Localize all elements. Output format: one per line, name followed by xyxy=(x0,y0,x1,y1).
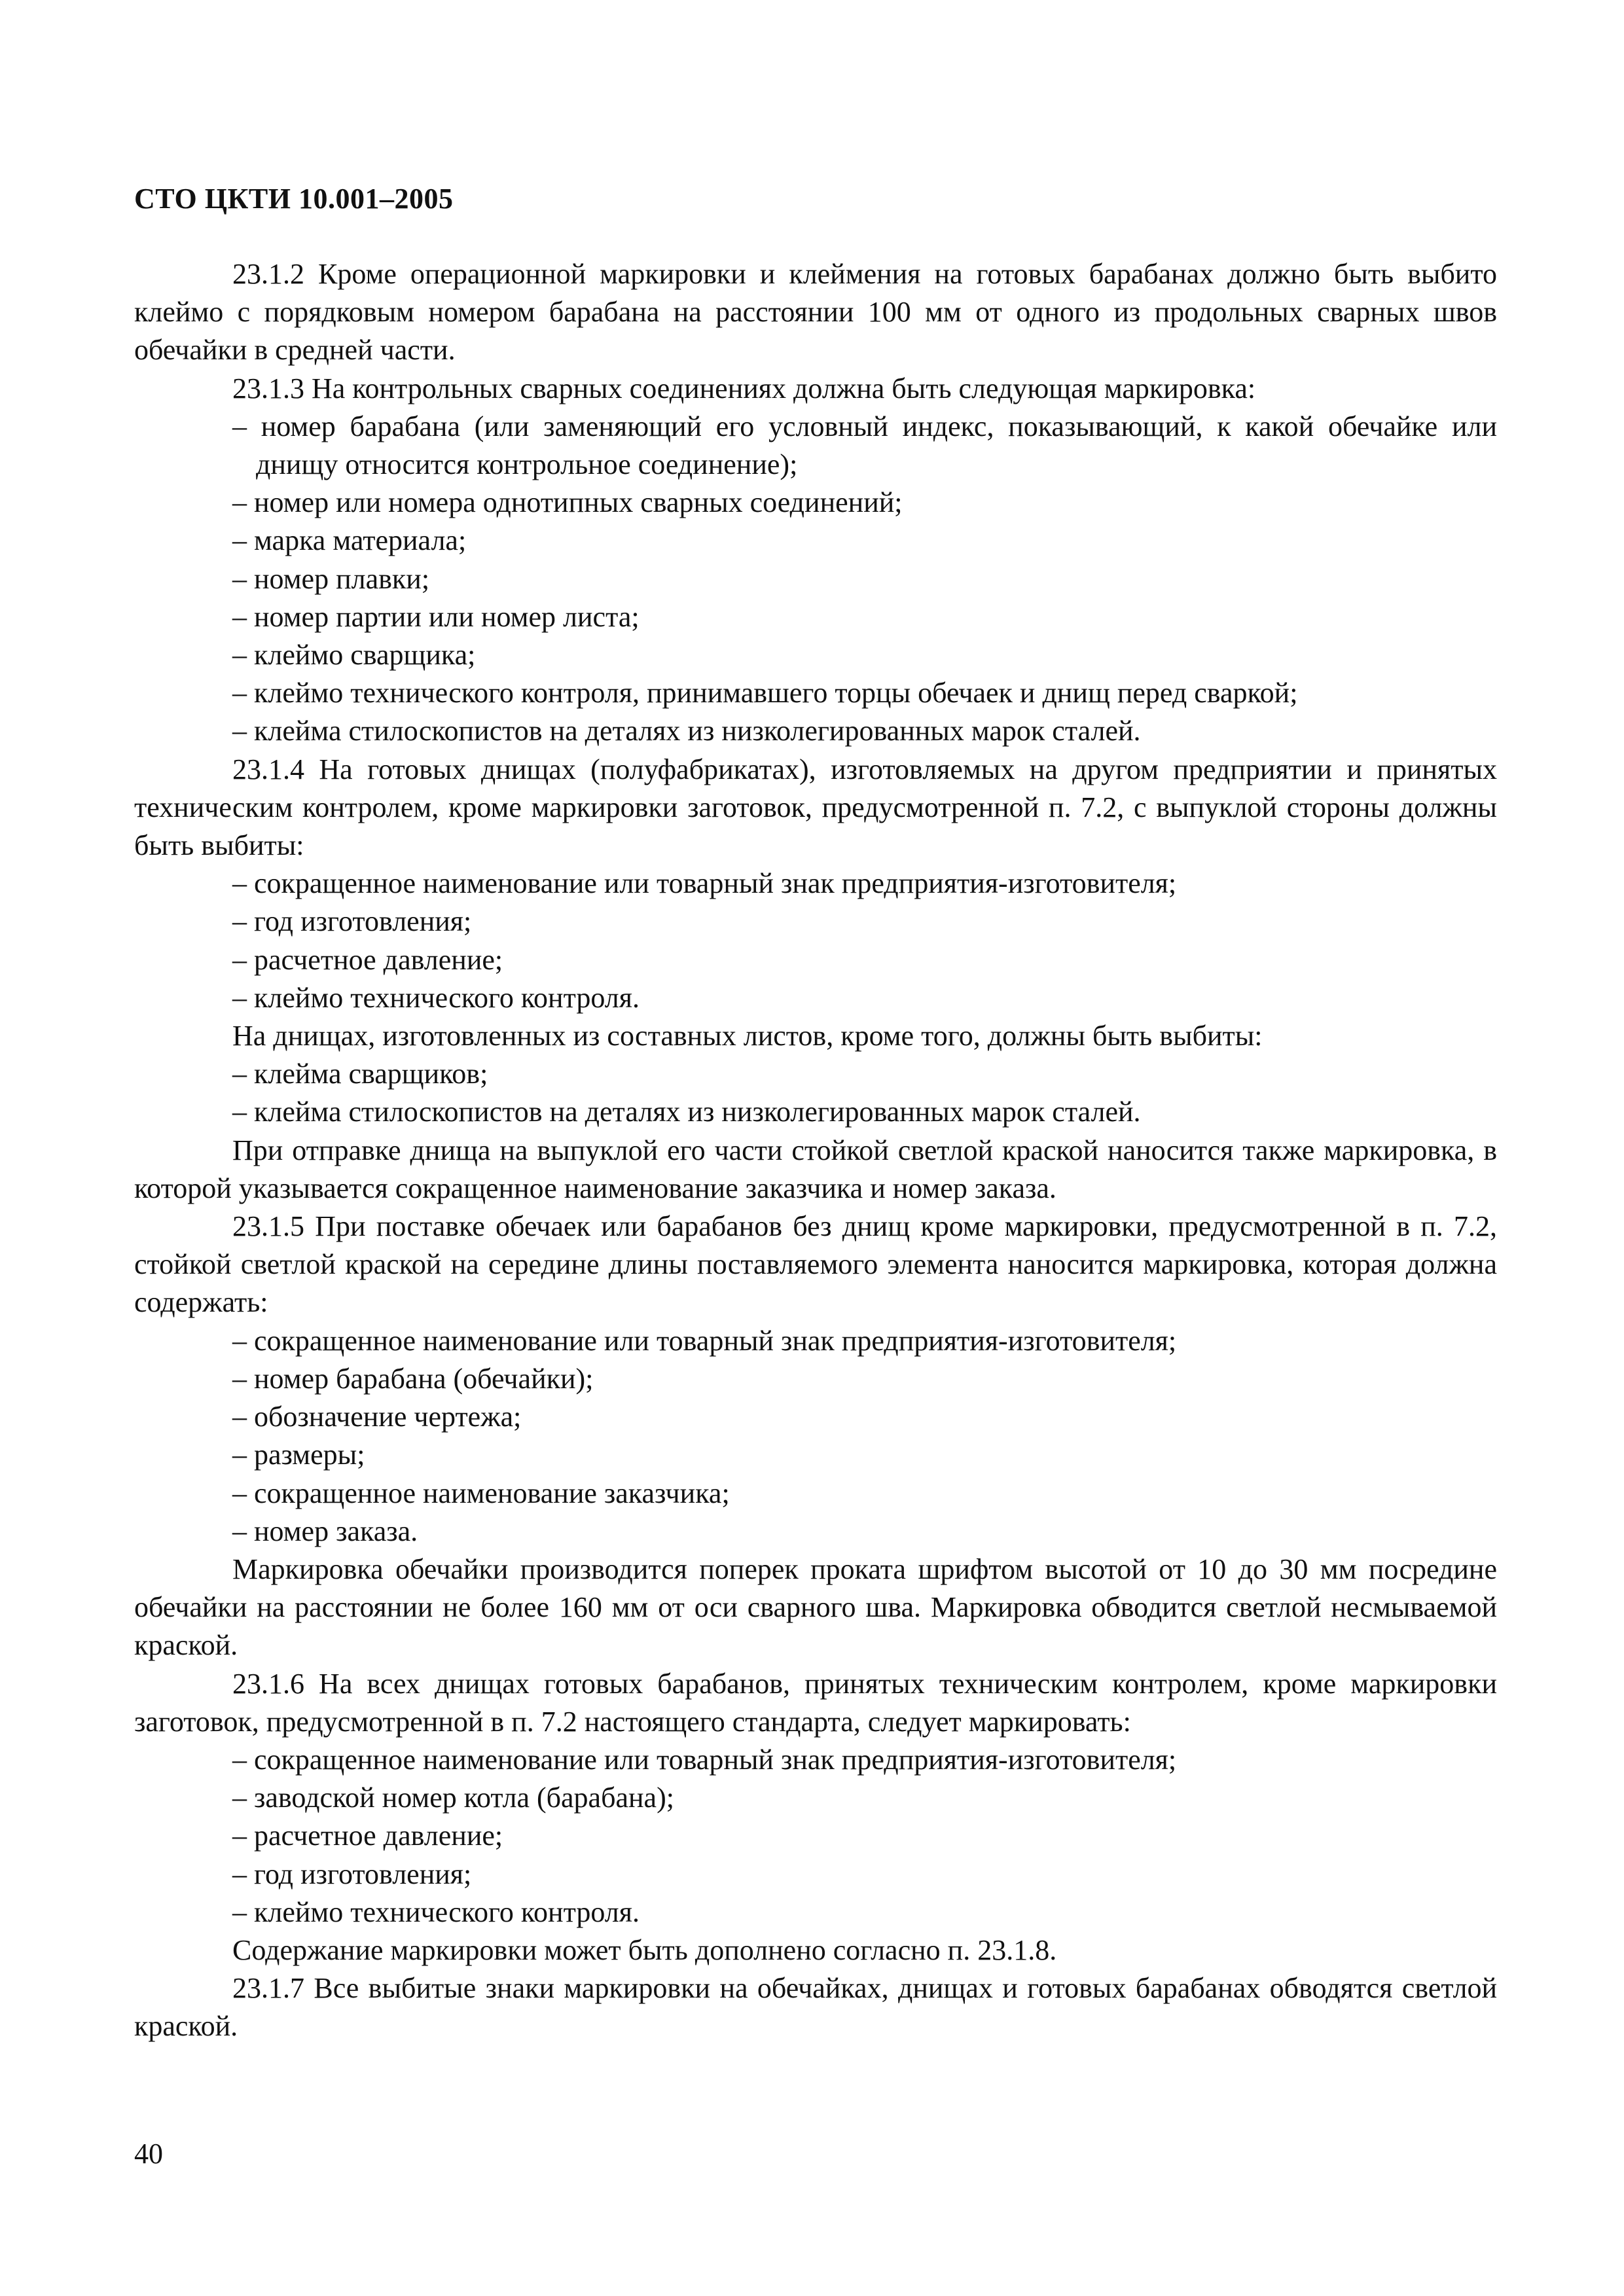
list-item: – клейма стилоскопистов на деталях из низколегированных марок сталей. xyxy=(232,715,1141,747)
paragraph-23-1-4: 23.1.4 На готовых днищах (полуфабрикатах), изготовляемых на другом предприятии и принятых техническим контролем, кроме маркировки заготовок, предусмотренной п. 7.2, с выпуклой стороны должны быть выбиты: xyxy=(134,753,1497,862)
paragraph-shipping: При отправке днища на выпуклой его части стойкой светлой краской наносится также маркировка, в которой указывается сокращенное наименование заказчика и номер заказа. xyxy=(134,1134,1497,1204)
paragraph-23-1-6: 23.1.6 На всех днищах готовых барабанов, принятых техническим контролем, кроме маркировки заготовок, предусмотренной в п. 7.2 настоящего стандарта, следует маркировать: xyxy=(134,1667,1497,1738)
list-item: – клеймо технического контроля. xyxy=(232,981,640,1014)
list-item: – клеймо технического контроля. xyxy=(232,1895,640,1928)
paragraph-shell-marking: Маркировка обечайки производится поперек проката шрифтом высотой от 10 до 30 мм посредине обечайки на расстоянии не более 160 мм от оси сварного шва. Маркировка обводится светлой несмываемой краской. xyxy=(134,1552,1497,1662)
paragraph-supplement: Содержание маркировки может быть дополнено согласно п. 23.1.8. xyxy=(232,1933,1057,1966)
list-item: – номер барабана (обечайки); xyxy=(232,1362,594,1395)
list-item: – сокращенное наименование или товарный знак предприятия-изготовителя; xyxy=(232,1743,1177,1776)
list-item: – номер барабана (или заменяющий его условный индекс, показывающий, к какой обечайке или днищу относится контрольное соединение); xyxy=(232,410,1497,481)
list-item: – размеры; xyxy=(232,1439,365,1471)
list-item: – заводской номер котла (барабана); xyxy=(232,1782,674,1814)
list-item: – сокращенное наименование или товарный знак предприятия-изготовителя; xyxy=(232,1324,1177,1357)
list-item: – номер плавки; xyxy=(232,562,430,595)
paragraph-23-1-3: 23.1.3 На контрольных сварных соединениях должна быть следующая маркировка: xyxy=(232,372,1256,404)
list-23-1-5 xyxy=(134,1322,1497,1551)
body-text xyxy=(134,255,1497,2046)
list-item: – марка материала; xyxy=(232,524,467,557)
list-item: – год изготовления; xyxy=(232,905,472,938)
list-item: – расчетное давление; xyxy=(232,943,503,976)
list-item: – клеймо технического контроля, принимавшего торцы обечаек и днищ перед сваркой; xyxy=(232,677,1298,709)
list-item: – клеймо сварщика; xyxy=(232,639,476,672)
list-item: – клейма стилоскопистов на деталях из низколегированных марок сталей. xyxy=(232,1096,1141,1128)
document-code-header: СТО ЦКТИ 10.001–2005 xyxy=(134,183,454,215)
paragraph-23-1-5: 23.1.5 При поставке обечаек или барабанов без днищ кроме маркировки, предусмотренной в п. 7.2, стойкой светлой краской на середине длины поставляемого элемента наносится маркировка, которая должна содержать: xyxy=(134,1210,1497,1319)
list-item: – номер или номера однотипных сварных соединений; xyxy=(232,486,903,519)
paragraph-23-1-7: 23.1.7 Все выбитые знаки маркировки на обечайках, днищах и готовых барабанах обводятся светлой краской. xyxy=(134,1972,1497,2043)
list-item: – обозначение чертежа; xyxy=(232,1401,522,1433)
list-item: – номер заказа. xyxy=(232,1515,418,1547)
list-23-1-3 xyxy=(134,408,1497,751)
paragraph-composite-sheets: На днищах, изготовленных из составных листов, кроме того, должны быть выбиты: xyxy=(232,1020,1263,1052)
list-composite-sheets xyxy=(134,1055,1497,1131)
list-item: – сокращенное наименование или товарный знак предприятия-изготовителя; xyxy=(232,867,1177,900)
list-23-1-4 xyxy=(134,865,1497,1017)
list-item: – год изготовления; xyxy=(232,1857,472,1890)
list-item: – расчетное давление; xyxy=(232,1820,503,1852)
list-item: – сокращенное наименование заказчика; xyxy=(232,1477,730,1509)
paragraph-23-1-2: 23.1.2 Кроме операционной маркировки и клеймения на готовых барабанах должно быть выбито клеймо с порядковым номером барабана на расстоянии 100 мм от одного из продольных сварных швов обечайки в средней части. xyxy=(134,258,1497,367)
page-number: 40 xyxy=(134,2138,163,2170)
list-item: – номер партии или номер листа; xyxy=(232,600,640,633)
list-23-1-6 xyxy=(134,1741,1497,1931)
list-item: – клейма сварщиков; xyxy=(232,1058,488,1090)
